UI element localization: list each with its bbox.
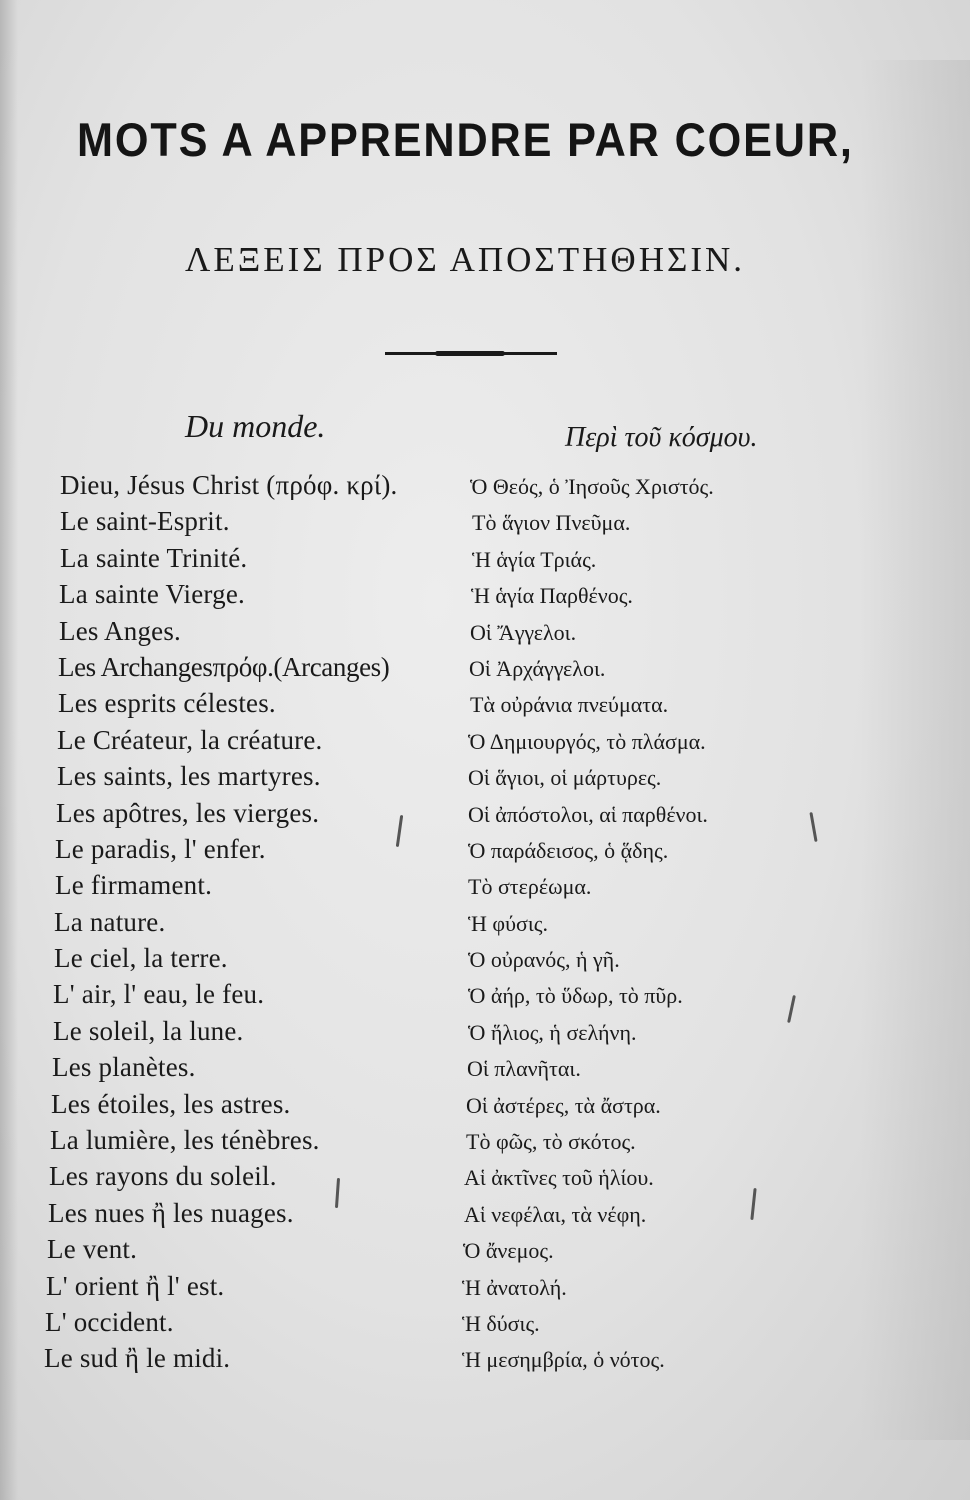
vocab-row — [0, 907, 970, 943]
greek-term: Ὁ ἄνεμος. — [463, 1238, 554, 1264]
greek-term: Τὸ φῶς, τὸ σκότος. — [466, 1129, 636, 1155]
greek-term: Ὁ Θεός, ὁ Ἰησοῦς Χριστός. — [470, 474, 714, 499]
vocab-row — [0, 725, 970, 761]
page-subtitle: ΛΕΞΕΙΣ ΠΡΟΣ ΑΠΟΣΤΗΘΗΣΙΝ. — [184, 240, 746, 279]
french-term: Les Archangesπρόφ.(Arcanges) — [58, 651, 390, 682]
vocab-row — [0, 1052, 970, 1088]
vocab-row — [0, 652, 970, 688]
french-term: Les saints, les martyres. — [57, 761, 321, 792]
vocab-row — [0, 688, 970, 724]
greek-term: Ὁ οὐρανός, ἡ γῆ. — [468, 947, 620, 973]
french-term: Les Anges. — [59, 615, 181, 646]
french-term: Le saint-Esprit. — [60, 506, 230, 537]
french-term: Les apôtres, les vierges. — [56, 797, 320, 828]
greek-term: Οἱ ἅγιοι, οἱ μάρτυρες. — [468, 765, 662, 791]
greek-term: Ὁ ἀήρ, τὸ ὕδωρ, τὸ πῦρ. — [468, 983, 683, 1009]
french-term: Dieu, Jésus Christ (πρόφ. κρί). — [60, 470, 398, 500]
greek-term: Ἡ ἁγία Τριάς. — [472, 546, 597, 572]
french-term: La nature. — [54, 906, 166, 937]
vocab-row — [0, 470, 970, 506]
greek-term: Οἱ ἀστέρες, τὰ ἄστρα. — [466, 1092, 661, 1118]
greek-term: Ἡ ἀνατολή. — [462, 1274, 567, 1300]
vocab-row — [0, 979, 970, 1015]
greek-term: Τὸ ἅγιον Πνεῦμα. — [472, 510, 631, 536]
vocab-row — [0, 1234, 970, 1270]
french-term: Les esprits célestes. — [58, 688, 276, 719]
french-term: Le soleil, la lune. — [53, 1015, 244, 1046]
greek-term: Ὁ Δημιουργός, τὸ πλάσμα. — [468, 728, 706, 754]
french-term: Les planètes. — [52, 1052, 196, 1083]
greek-term: Ἡ δύσις. — [462, 1310, 540, 1336]
vocab-row — [0, 1307, 970, 1343]
section-heading-french: Du monde. — [185, 408, 326, 444]
french-term: L' orient ἢ l' est. — [46, 1270, 225, 1301]
vocab-row — [0, 506, 970, 542]
greek-term: Ἡ φύσις. — [468, 910, 548, 936]
vocab-row — [0, 1161, 970, 1197]
section-heading-greek: Περὶ τοῦ κόσμου. — [565, 422, 758, 453]
french-term: Le firmament. — [55, 870, 213, 901]
greek-term: Οἱ ἀπόστολοι, αἱ παρθένοι. — [468, 801, 708, 827]
vocab-row — [0, 1089, 970, 1125]
french-term: L' occident. — [45, 1306, 174, 1337]
french-term: Le vent. — [47, 1234, 138, 1265]
french-term: Les rayons du soleil. — [49, 1161, 277, 1192]
greek-term: Αἱ ἀκτῖνες τοῦ ἡλίου. — [464, 1165, 654, 1191]
french-term: L' air, l' eau, le feu. — [53, 979, 265, 1010]
french-term: La sainte Trinité. — [60, 542, 248, 573]
vocab-row — [0, 543, 970, 579]
greek-term: Οἱ Ἀρχάγγελοι. — [469, 655, 606, 681]
vocab-row — [0, 579, 970, 615]
greek-term: Ὁ ἥλιος, ἡ σελήνη. — [468, 1019, 637, 1045]
vocab-row — [0, 1016, 970, 1052]
greek-term: Οἱ Ἄγγελοι. — [470, 619, 577, 645]
french-term: Les étoiles, les astres. — [51, 1088, 291, 1119]
greek-term: Αἱ νεφέλαι, τὰ νέφη. — [464, 1201, 647, 1227]
greek-term: Οἱ πλανῆται. — [467, 1056, 581, 1082]
french-term: Le paradis, l' enfer. — [55, 833, 266, 864]
vocab-row — [0, 834, 970, 870]
french-term: Les nues ἢ les nuages. — [48, 1197, 294, 1228]
vocab-row — [0, 943, 970, 979]
page-title: MOTS A APPRENDRE PAR COEUR, — [76, 113, 854, 166]
greek-term: Ἡ ἁγία Παρθένος. — [471, 583, 633, 609]
vocab-row — [0, 1271, 970, 1307]
greek-term: Τὸ στερέωμα. — [468, 874, 592, 900]
greek-term: Τὰ οὐράνια πνεύματα. — [470, 692, 669, 718]
greek-term: Ὁ παράδεισος, ὁ ᾅδης. — [468, 837, 669, 863]
greek-term: Ἡ μεσημβρία, ὁ νότος. — [462, 1347, 665, 1373]
vocab-row — [0, 870, 970, 906]
decorative-rule — [385, 352, 557, 355]
vocab-row — [0, 1198, 970, 1234]
vocab-row — [0, 1125, 970, 1161]
french-term: La sainte Vierge. — [59, 579, 245, 610]
vocab-row — [0, 1343, 970, 1379]
vocab-row — [0, 616, 970, 652]
vocabulary-list — [0, 470, 970, 1380]
french-term: Le ciel, la terre. — [54, 943, 228, 974]
french-term: Le sud ἢ le midi. — [44, 1343, 231, 1374]
vocab-row — [0, 761, 970, 797]
french-term: La lumière, les ténèbres. — [50, 1125, 320, 1156]
french-term: Le Créateur, la créature. — [57, 724, 323, 755]
vocab-row — [0, 798, 970, 834]
